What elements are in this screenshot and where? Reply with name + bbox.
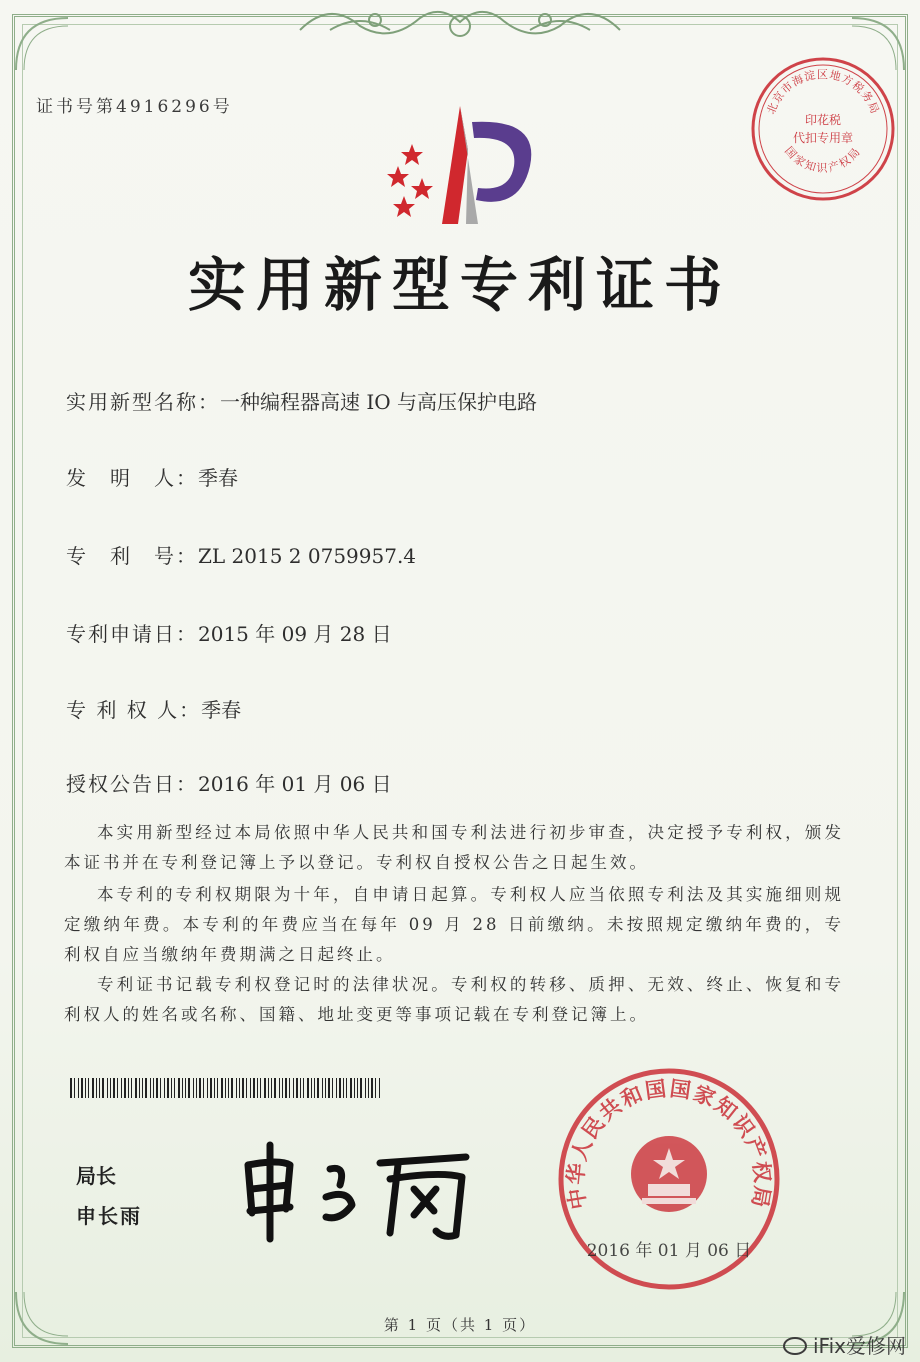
- seal-date: 2016 年 01 月 06 日: [586, 1241, 752, 1261]
- tax-stamp-line2: 代扣专用章: [792, 131, 854, 145]
- field-patent-number: [66, 540, 416, 569]
- watermark-text: iFix爱修网: [813, 1334, 906, 1358]
- field-value: 2016 年 01 月 06 日: [198, 772, 392, 796]
- tax-stamp-icon: [748, 54, 898, 204]
- field-patentee: [66, 694, 241, 723]
- director-signature-icon: [230, 1135, 490, 1245]
- tax-stamp-outer-text: 北京市海淀区地方税务局: [764, 68, 882, 117]
- patent-office-logo-icon: [380, 100, 550, 230]
- field-utility-model-name: [66, 386, 537, 415]
- field-label: 专 利 号：: [66, 544, 198, 568]
- seal-outer-text: 中华人民共和国国家知识产权局: [562, 1075, 776, 1212]
- field-label: 专利申请日：: [66, 622, 198, 646]
- field-value: 季春: [201, 698, 242, 722]
- watermark: [783, 1330, 906, 1359]
- paragraph-grant: 本实用新型经过本局依照中华人民共和国专利法进行初步审查，决定授予专利权，颁发本证书并在专利登记簿上予以登记。专利权自授权公告之日起生效。: [64, 823, 844, 872]
- director-name: 申长雨: [76, 1204, 142, 1228]
- paragraph-term: 本专利的专利权期限为十年，自申请日起算。专利权人应当依照专利法及其实施细则规定缴纳年费。本专利的年费应当在每年 09 月 28 日前缴纳。未按照规定缴纳年费的，专利权自应当缴纳年费期满之日起终止。: [64, 885, 844, 964]
- field-inventor: [66, 462, 238, 491]
- certificate-title: 实用新型专利证书: [187, 251, 732, 319]
- chat-bubble-icon: [783, 1337, 807, 1355]
- field-value: 一种编程器高速 IO 与高压保护电路: [220, 390, 538, 414]
- tax-stamp-line1: 印花税: [804, 113, 842, 127]
- tax-stamp-bottom-text: 国家知识产权局: [782, 144, 864, 175]
- field-grant-date: [66, 768, 392, 797]
- paragraph-legal-status: 专利证书记载专利权登记时的法律状况。专利权的转移、质押、无效、终止、恢复和专利权人的姓名或名称、国籍、地址变更等事项记载在专利登记簿上。: [64, 975, 844, 1024]
- corner-ornament-icon: [12, 14, 72, 74]
- top-ornament-icon: [290, 0, 630, 46]
- field-label: 实用新型名称：: [66, 390, 220, 414]
- field-label: 专 利 权 人：: [66, 698, 202, 722]
- field-value: ZL 2015 2 0759957.4: [198, 544, 417, 568]
- field-value: 季春: [198, 466, 238, 490]
- field-label: 发 明 人：: [66, 466, 198, 490]
- barcode-icon: [70, 1078, 386, 1098]
- certificate-number: 证书号第4916296号: [36, 97, 233, 117]
- field-application-date: [66, 618, 392, 647]
- field-label: 授权公告日：: [66, 772, 198, 796]
- svg-text:北京市海淀区地方税务局: [764, 67, 881, 116]
- page-number: 第 1 页（共 1 页）: [383, 1316, 537, 1334]
- field-value: 2015 年 09 月 28 日: [198, 622, 392, 646]
- national-ip-office-seal-icon: [556, 1066, 782, 1292]
- director-title: 局长: [76, 1164, 116, 1188]
- svg-text:国家知识产权局: [782, 144, 864, 174]
